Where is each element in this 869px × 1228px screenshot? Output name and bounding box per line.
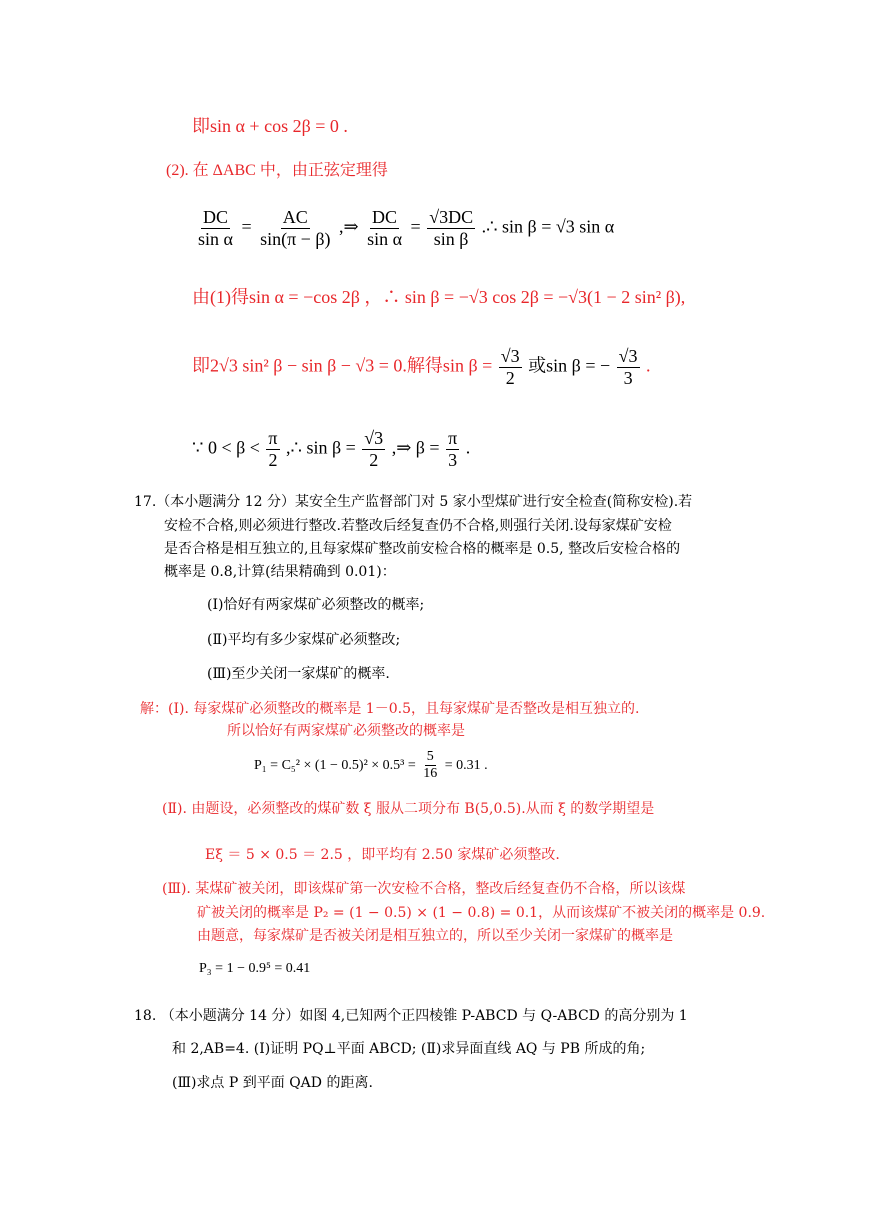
solution-line-5: Eξ ＝ 5 × 0.5 ＝ 2.5 ，即平均有 2.50 家煤矿必须整改. bbox=[205, 847, 560, 863]
fraction-sqrt3dc-sin-beta: $\frac{√3DC}{\text{sin β}}$ bbox=[429, 207, 474, 249]
part-2-heading: (2). 在 ΔABC 中，由正弦定理得 bbox=[166, 162, 388, 179]
q18-line-3: (Ⅲ)求点 P 到平面 QAD 的距离. bbox=[172, 1075, 373, 1091]
equation-line-1: 即sin α + cos 2β = 0 . bbox=[192, 116, 348, 136]
q17-item-2: (Ⅱ)平均有多少家煤矿必须整改; bbox=[207, 632, 401, 648]
solution-p1-formula: P₁ = C₅² × (1 − 0.5)² × 0.5³ = $\frac{5}{16}$ = 0.31 . bbox=[254, 749, 488, 782]
solution-line-1: 解：(Ⅰ). 每家煤矿必须整改的概率是 1－0.5，且每家煤矿是否整改是相互独立的. bbox=[140, 701, 640, 717]
q18-line-2: 和 2,AB=4. (Ⅰ)证明 PQ⊥平面 ABCD; (Ⅱ)求异面直线 AQ 与 PB 所成的角; bbox=[172, 1041, 646, 1057]
q18-line-1: 18. （本小题满分 14 分）如图 4,已知两个正四棱锥 P-ABCD 与 Q-ABCD 的高分别为 1 bbox=[134, 1008, 688, 1024]
equation-line-6: ∵ 0 < β < $\frac{\pi}{2}$ ,∴ sin β = $\frac{√3}{2}$ ,⇒ β = $\frac{\pi}{3}$ . bbox=[192, 428, 471, 470]
equation-line-4: 由(1)得sin α = −cos 2β ，∴ sin β = −√3 cos 2β = −√3(1 − 2 sin² β), bbox=[192, 287, 686, 307]
solution-line-4: (Ⅱ). 由题设，必须整改的煤矿数 ξ 服从二项分布 B(5,0.5).从而 ξ 的数学期望是 bbox=[162, 801, 655, 817]
q17-item-1: (Ⅰ)恰好有两家煤矿必须整改的概率; bbox=[207, 597, 425, 613]
fraction-sqrt3-over-2: $\frac{√3}{2}$ bbox=[500, 346, 520, 388]
q17-item-3: (Ⅲ)至少关闭一家煤矿的概率. bbox=[207, 666, 390, 682]
fraction-pi-over-3: $\frac{\pi}{3}$ bbox=[448, 428, 458, 470]
solution-line-8: 由题意，每家煤矿是否被关闭是相互独立的，所以至少关闭一家煤矿的概率是 bbox=[197, 928, 673, 944]
fraction-dc-sin-alpha-2: $\frac{DC}{\text{sin α}}$ bbox=[367, 207, 403, 249]
fraction-sqrt3-over-2-b: $\frac{√3}{2}$ bbox=[364, 428, 384, 470]
q17-line-4: 概率是 0.8,计算(结果精确到 0.01)： bbox=[164, 564, 396, 580]
equation-line-3: $\frac{DC}{\text{sin α}}$ = $\frac{AC}{\sin(\pi - \beta)}$ ,⇒ $\frac{DC}{\text{sin α}}$ = $\frac{√3DC}{\text{sin β}}$ .∴ sin β = √3 sin α bbox=[198, 207, 615, 249]
fraction-sqrt3-over-3: $\frac{√3}{3}$ bbox=[618, 346, 638, 388]
q17-line-1: 17.（本小题满分 12 分）某安全生产监督部门对 5 家小型煤矿进行安全检查(简称安检).若 bbox=[134, 494, 693, 510]
q17-line-3: 是否合格是相互独立的,且每家煤矿整改前安检合格的概率是 0.5, 整改后安检合格的 bbox=[164, 541, 681, 557]
fraction-5-over-16: $\frac{5}{16}$ bbox=[423, 749, 438, 782]
solution-p3-formula: P₃ = 1 − 0.9⁵ = 0.41 bbox=[199, 961, 311, 976]
fraction-dc-sin-alpha: $\frac{DC}{\text{sin α}}$ bbox=[198, 207, 233, 249]
equation-line-5: 即2√3 sin² β − sin β − √3 = 0.解得sin β = $\frac{√3}{2}$ 或sin β = − $\frac{√3}{3}$ . bbox=[192, 346, 651, 388]
fraction-ac-sin-pi-beta: $\frac{AC}{\sin(\pi - \beta)}$ bbox=[260, 207, 331, 249]
fraction-pi-over-2: $\frac{\pi}{2}$ bbox=[268, 428, 278, 470]
solution-line-6: (Ⅲ). 某煤矿被关闭，即该煤矿第一次安检不合格，整改后经复查仍不合格，所以该煤 bbox=[162, 881, 686, 897]
q17-line-2: 安检不合格,则必须进行整改.若整改后经复查仍不合格,则强行关闭.设每家煤矿安检 bbox=[164, 518, 672, 534]
solution-line-2: 所以恰好有两家煤矿必须整改的概率是 bbox=[227, 723, 465, 739]
solution-line-7: 矿被关闭的概率是 P₂ = (1 − 0.5) × (1 − 0.8) = 0.1，从而该煤矿不被关闭的概率是 0.9. bbox=[197, 905, 766, 921]
